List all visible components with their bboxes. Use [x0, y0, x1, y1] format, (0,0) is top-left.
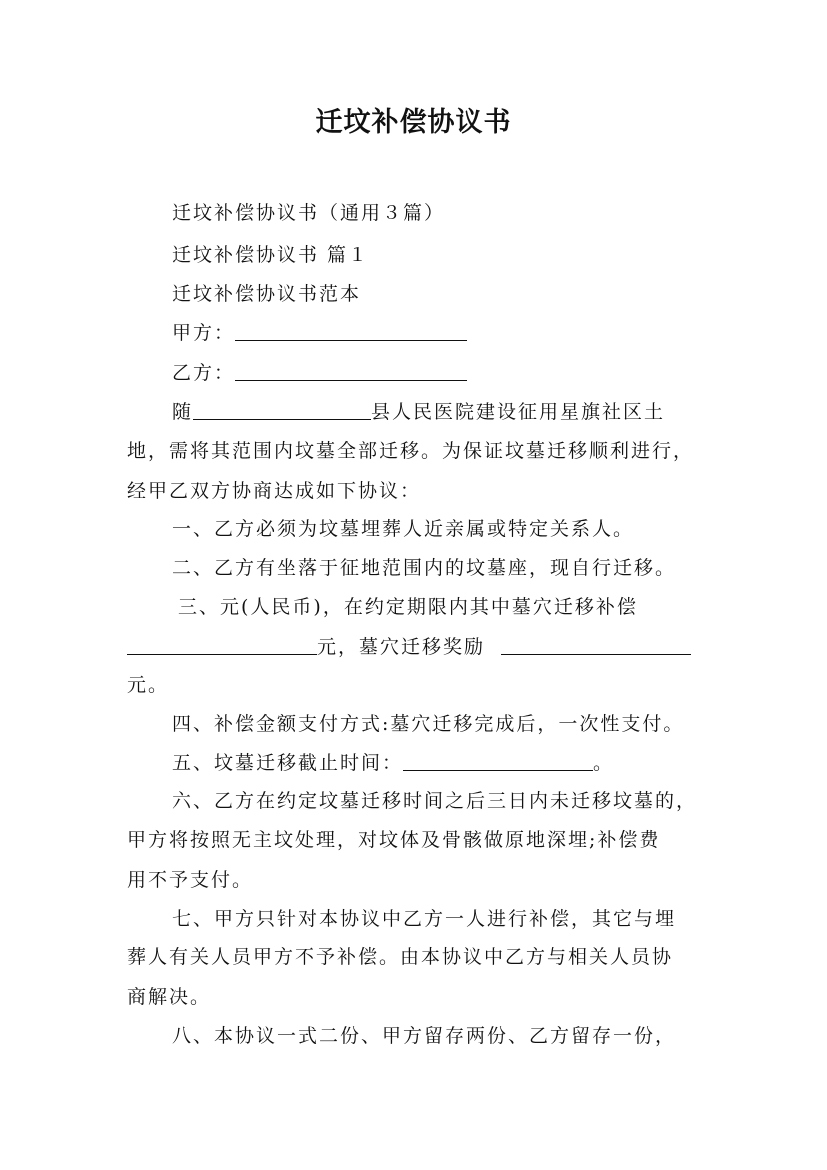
intro-line-2 [127, 436, 694, 463]
deadline-blank [403, 752, 593, 771]
intro-prefix: 随 [172, 401, 194, 423]
intro-line-1 [172, 397, 665, 424]
clause-6-line-2 [127, 825, 660, 852]
clause-6-text-2: 甲方将按照无主坟处理，对坟体及骨骸做原地深埋;补偿费 [127, 829, 661, 851]
template-heading-text: 迁坟补偿协议书范本 [172, 283, 362, 305]
clause-1-text: 一、乙方必须为坟墓埋葬人近亲属或特定关系人。 [172, 518, 635, 540]
clause-6-text-3: 用不予支付。 [127, 869, 254, 891]
clause-3-line-2 [127, 632, 691, 659]
clause-7-text-2: 葬人有关人员甲方不予补偿。由本协议中乙方与相关人员协 [127, 946, 674, 968]
clause-4-text: 四、补偿金额支付方式:墓穴迁移完成后，一次性支付。 [172, 713, 685, 735]
document-title: 迁坟补偿协议书 [315, 107, 512, 138]
clause-1 [172, 514, 634, 541]
section-heading-text: 迁坟补偿协议书 篇１ [172, 244, 370, 266]
clause-8-text-1: 八、本协议一式二份、甲方留存两份、乙方留存一份， [172, 1025, 677, 1047]
relocation-compensation-blank [127, 636, 317, 655]
party-a-label: 甲方： [172, 322, 236, 344]
clause-6-line-3 [127, 865, 253, 892]
intro-rest: 县人民医院建设征用星旗社区土 [371, 401, 666, 423]
clause-3-text: 三、元(人民币)，在约定期限内其中墓穴迁移补偿 [178, 596, 638, 618]
intro-line-3 [127, 476, 421, 503]
template-heading [172, 279, 361, 306]
clause-3-end-text: 元。 [127, 674, 170, 696]
subtitle-line [172, 198, 445, 225]
county-blank [193, 401, 371, 420]
clause-7-line-1 [172, 904, 676, 931]
intro-line-3-text: 经甲乙双方协商达成如下协议： [127, 480, 422, 502]
clause-3-line-1 [178, 592, 638, 619]
clause-3-mid-text: 元，墓穴迁移奖励 [317, 636, 486, 658]
clause-6-text-1: 六、乙方在约定坟墓迁移时间之后三日内未迁移坟墓的， [172, 790, 698, 812]
party-b-line [172, 358, 467, 385]
clause-7-text-3: 商解决。 [127, 986, 212, 1008]
clause-7-line-3 [127, 982, 211, 1009]
clause-2-text: 二、乙方有坐落于征地范围内的坟墓座，现自行迁移。 [172, 557, 677, 579]
clause-7-line-2 [127, 942, 673, 969]
party-b-blank [235, 362, 467, 381]
party-b-label: 乙方： [172, 362, 236, 384]
clause-2 [172, 553, 676, 580]
relocation-reward-blank [501, 636, 691, 655]
section-heading [172, 240, 369, 267]
party-a-blank [235, 322, 467, 341]
clause-6-line-1 [172, 786, 697, 813]
clause-5-end: 。 [593, 752, 615, 774]
clause-5-text: 五、坟墓迁移截止时间： [172, 752, 404, 774]
clause-8-line-1 [172, 1021, 676, 1048]
intro-line-2-text: 地，需将其范围内坟墓全部迁移。为保证坟墓迁移顺利进行， [127, 440, 695, 462]
clause-5 [172, 748, 614, 775]
subtitle-text: 迁坟补偿协议书（通用３篇） [172, 202, 446, 224]
clause-7-text-1: 七、甲方只针对本协议中乙方一人进行补偿，其它与埋 [172, 908, 677, 930]
clause-4 [172, 709, 684, 736]
clause-3-line-3 [127, 670, 169, 697]
party-a-line [172, 318, 467, 345]
